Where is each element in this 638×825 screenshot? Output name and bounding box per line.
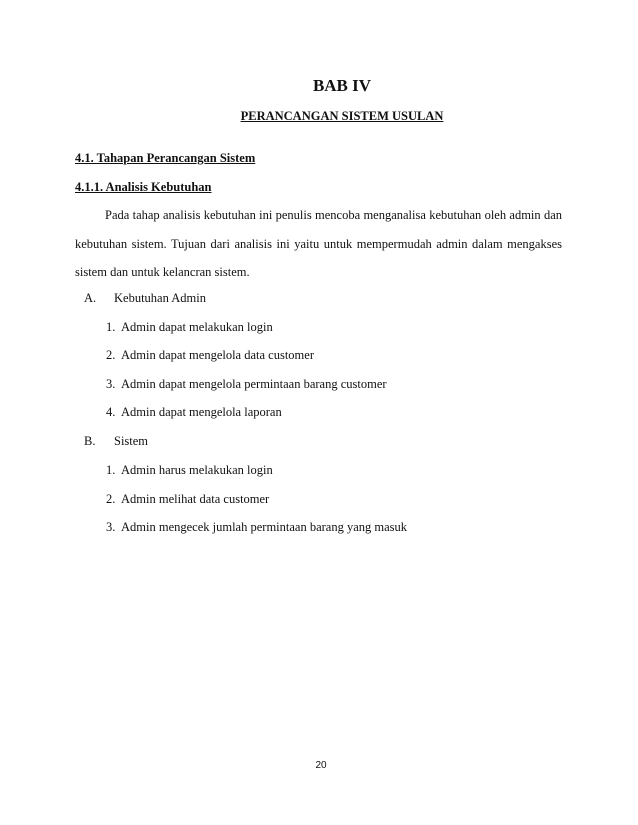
list-item-number: 3. xyxy=(106,377,116,391)
list-item-number: 1. xyxy=(106,320,116,334)
list-item-number: 2. xyxy=(106,348,116,362)
list-item-number: 1. xyxy=(106,463,116,477)
list-item-text: Admin dapat mengelola laporan xyxy=(121,405,282,419)
paragraph-text: Pada tahap analisis kebutuhan ini penulis mencoba menganalisa kebutuhan oleh admin dan kebutuhan sistem. Tujuan dari analisis ini yaitu untuk mempermudah admin dalam mengakses sistem dan untuk kelancran sistem. xyxy=(75,208,562,279)
list-item xyxy=(106,405,282,420)
list-item-text: Admin melihat data customer xyxy=(121,492,270,506)
list-group-b xyxy=(84,434,148,449)
list-item-text: Admin mengecek jumlah permintaan barang yang masuk xyxy=(121,520,408,534)
list-item-text: Admin dapat mengelola permintaan barang customer xyxy=(121,377,387,391)
list-group-title: Sistem xyxy=(114,434,149,448)
body-paragraph xyxy=(75,201,562,287)
list-item-number: 4. xyxy=(106,405,116,419)
list-item xyxy=(106,520,407,535)
list-item-text: Admin dapat mengelola data customer xyxy=(121,348,314,362)
page-number: 20 xyxy=(315,760,327,771)
list-item-number: 3. xyxy=(106,520,116,534)
list-item xyxy=(106,463,273,478)
list-item-number: 2. xyxy=(106,492,116,506)
list-letter: A. xyxy=(84,291,97,305)
list-group-title: Kebutuhan Admin xyxy=(114,291,207,305)
list-item-text: Admin harus melakukan login xyxy=(121,463,273,477)
list-letter: B. xyxy=(84,434,96,448)
list-item xyxy=(106,492,269,507)
list-item-text: Admin dapat melakukan login xyxy=(121,320,273,334)
chapter-subtitle: PERANCANGAN SISTEM USULAN xyxy=(240,109,444,123)
chapter-title: BAB IV xyxy=(312,76,372,95)
list-item xyxy=(106,377,387,392)
subsection-heading: 4.1.1. Analisis Kebutuhan xyxy=(75,180,212,194)
list-item xyxy=(106,320,273,335)
section-heading: 4.1. Tahapan Perancangan Sistem xyxy=(75,151,256,165)
list-item xyxy=(106,348,314,363)
list-group-a xyxy=(84,291,206,306)
